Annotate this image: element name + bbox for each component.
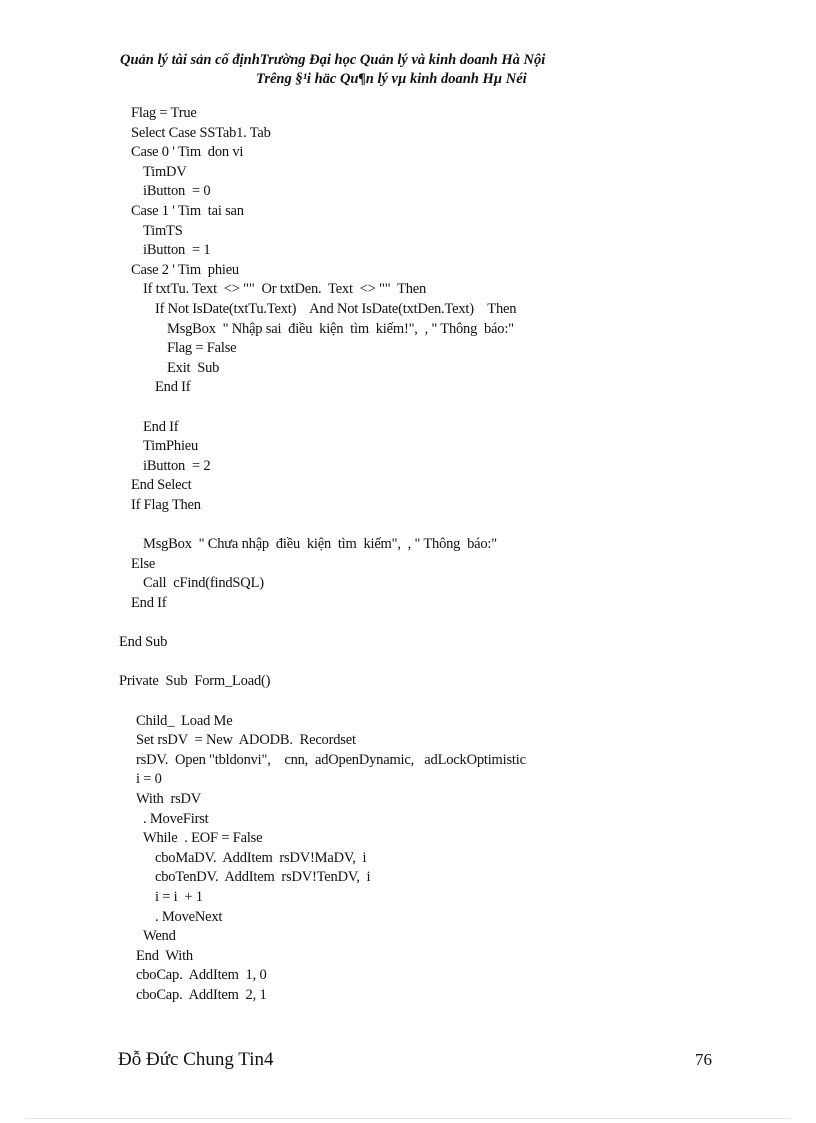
code-line: iButton = 1: [143, 242, 211, 259]
code-line: i = i + 1: [155, 889, 203, 905]
code-line: . MoveNext: [155, 908, 223, 925]
code-line: Select Case SSTab1. Tab: [131, 124, 271, 141]
code-line: cboTenDV. AddItem rsDV!TenDV, i: [155, 869, 371, 886]
code-line: Case 2 ' Tim phieu: [131, 261, 239, 278]
code-line: End If: [131, 595, 167, 611]
code-line: While . EOF = False: [143, 830, 263, 847]
code-line: Flag = False: [167, 340, 237, 357]
code-line: Exit Sub: [167, 359, 220, 376]
code-line: End With: [136, 947, 193, 964]
code-line: End Sub: [119, 634, 168, 651]
code-line: MsgBox " Chưa nhập điều kiện tìm kiếm", , " Thông báo:": [143, 536, 497, 553]
code-line: Case 0 ' Tim don vi: [131, 144, 244, 161]
code-line: cboMaDV. AddItem rsDV!MaDV, i: [155, 849, 367, 866]
code-line: cboCap. AddItem 2, 1: [136, 987, 267, 1003]
code-line: TimPhieu: [143, 438, 199, 455]
code-line: rsDV. Open "tbldonvi", cnn, adOpenDynamic, adLockOptimistic: [136, 751, 526, 768]
code-line: i = 0: [136, 771, 162, 788]
code-line: Set rsDV = New ADODB. Recordset: [136, 732, 356, 749]
code-line: End Select: [131, 477, 192, 494]
code-line: TimTS: [143, 222, 183, 239]
code-line: With rsDV: [136, 791, 202, 807]
footer-author: Đỗ Đức Chung Tin4: [118, 1049, 274, 1070]
code-line: Private Sub Form_Load(): [119, 673, 271, 690]
header-title-garbled: Trêng §¹i häc Qu¶n lý vµ kinh doanh Hµ Néi: [256, 71, 527, 87]
code-line: If Not IsDate(txtTu.Text) And Not IsDate(txtDen.Text) Then: [155, 301, 517, 317]
code-line: Wend: [143, 928, 176, 945]
code-line: End If: [155, 379, 191, 396]
code-line: Child_ Load Me: [136, 712, 233, 729]
code-line: Case 1 ' Tim tai san: [131, 203, 244, 219]
code-line: MsgBox " Nhập sai điều kiện tìm kiếm!", , " Thông báo:": [167, 320, 514, 337]
code-line: Else: [131, 555, 156, 572]
code-line: iButton = 2: [143, 457, 211, 474]
code-line: End If: [143, 418, 179, 435]
code-line: Call cFind(findSQL): [143, 575, 264, 592]
page-header: [0, 52, 816, 92]
code-line: iButton = 0: [143, 183, 211, 200]
page-number: 76: [695, 1050, 712, 1069]
code-line: If txtTu. Text <> "" Or txtDen. Text <> "" Then: [143, 281, 427, 298]
code-line: TimDV: [143, 163, 187, 180]
footer-divider: [26, 1118, 790, 1119]
code-line: cboCap. AddItem 1, 0: [136, 967, 267, 984]
code-line: If Flag Then: [131, 497, 201, 513]
code-line: Flag = True: [131, 105, 197, 121]
header-title: Quản lý tài sản cố địnhTrường Đại học Quản lý và kinh doanh Hà Nội: [120, 52, 546, 68]
code-line: . MoveFirst: [143, 810, 209, 827]
